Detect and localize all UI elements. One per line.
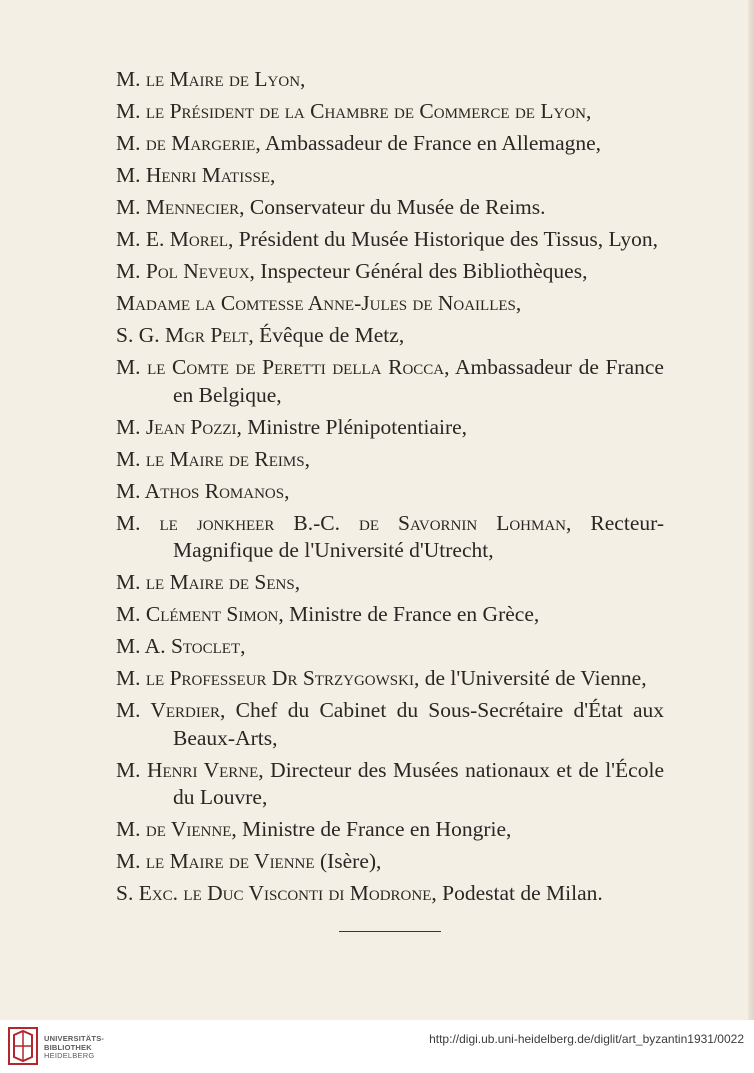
entry-name: Madame la Comtesse Anne-Jules de Noailles, [116, 291, 522, 315]
list-item [116, 697, 664, 752]
list-item [116, 66, 664, 94]
entry-description: Podestat de Milan. [442, 881, 603, 905]
page-edge [748, 0, 754, 1020]
list-item [116, 414, 664, 442]
entry-name: M. Athos Romanos, [116, 478, 290, 503]
entry-description: Directeur des Musées nationaux et de l'École du Louvre, [173, 757, 664, 809]
entry-name: M. le Maire de Sens, [116, 570, 301, 594]
entry-description: Ambassadeur de France en Allemagne, [264, 131, 602, 155]
entry-description: Président du Musée Historique des Tissus, Lyon, [238, 227, 659, 251]
entry-description: Ministre de France en Grèce, [289, 602, 540, 626]
list-item [116, 848, 664, 876]
entry-name: M. Verdier, [116, 698, 226, 722]
entry-description: (Isère), [319, 849, 382, 873]
entry-description: Évêque de Metz, [259, 323, 405, 347]
entry-name: M. le Maire de Reims, [116, 446, 310, 471]
viewer-footer [0, 1020, 754, 1073]
entry-name: S. G. Mgr Pelt, [116, 323, 254, 347]
entry-name: M. de Margerie, [116, 131, 261, 155]
entry-description: Ministre de France en Hongrie, [242, 817, 512, 841]
entry-name: M. le Professeur Dr Strzygowski, [116, 666, 420, 690]
entry-name: M. E. Morel, [116, 227, 234, 251]
logo-line-2: BIBLIOTHEK [44, 1042, 92, 1052]
entry-name: S. Exc. le Duc Visconti di Modrone, [116, 881, 437, 905]
list-item [116, 194, 664, 222]
entry-name: M. Pol Neveux, [116, 259, 255, 283]
list-item [116, 226, 664, 254]
entry-description: Recteur-Magnifique de l'Université d'Utrecht, [173, 510, 665, 562]
list-item [116, 601, 664, 629]
entry-name: M. le Maire de Lyon, [116, 67, 306, 91]
entry-name: M. le Comte de Peretti della Rocca, [116, 355, 450, 379]
list-item [116, 130, 664, 158]
list-item [116, 258, 664, 286]
list-item [116, 757, 664, 812]
entry-description: Conservateur du Musée de Reims. [249, 195, 546, 219]
list-item [116, 816, 664, 844]
source-url[interactable]: http://digi.ub.uni-heidelberg.de/diglit/art_byzantin1931/0022 [429, 1032, 744, 1046]
committee-list [116, 66, 664, 908]
library-emblem-icon [8, 1027, 38, 1065]
list-item [116, 880, 664, 908]
logo-line-3: HEIDELBERG [44, 1051, 95, 1060]
list-item [116, 478, 664, 506]
entry-description: Chef du Cabinet du Sous-Secrétaire d'État aux Beaux-Arts, [173, 698, 665, 750]
entry-description: Inspecteur Général des Bibliothèques, [260, 259, 588, 283]
entry-name: M. le Maire de Vienne [116, 849, 315, 873]
list-item [116, 446, 664, 474]
list-item [116, 665, 664, 693]
entry-description: de l'Université de Vienne, [424, 666, 647, 690]
list-item [116, 354, 664, 409]
list-item [116, 510, 664, 565]
entry-name: M. le Président de la Chambre de Commerce de Lyon, [116, 99, 592, 123]
entry-name: M. Jean Pozzi, [116, 414, 242, 439]
entry-name: M. Clément Simon, [116, 602, 284, 626]
list-item [116, 290, 664, 318]
entry-description: Ambassadeur de France en Belgique, [173, 355, 664, 407]
library-logo[interactable] [8, 1025, 138, 1067]
entry-name: M. le jonkheer B.-C. de Savornin Lohman, [116, 510, 572, 535]
entry-name: M. de Vienne, [116, 817, 237, 841]
entry-name: M. A. Stoclet, [116, 634, 246, 658]
entry-name: M. Henri Verne, [116, 757, 264, 782]
library-logo-text [44, 1035, 104, 1061]
entry-name: M. Mennecier, [116, 195, 245, 219]
list-item [116, 322, 664, 350]
list-item [116, 569, 664, 597]
list-item [116, 162, 664, 190]
list-item [116, 633, 664, 661]
entry-description: Ministre Plénipotentiaire, [247, 414, 468, 439]
logo-line-1: UNIVERSITÄTS- [44, 1034, 105, 1043]
list-item [116, 98, 664, 126]
entry-name: M. Henri Matisse, [116, 163, 276, 187]
closing-rule [339, 931, 441, 932]
